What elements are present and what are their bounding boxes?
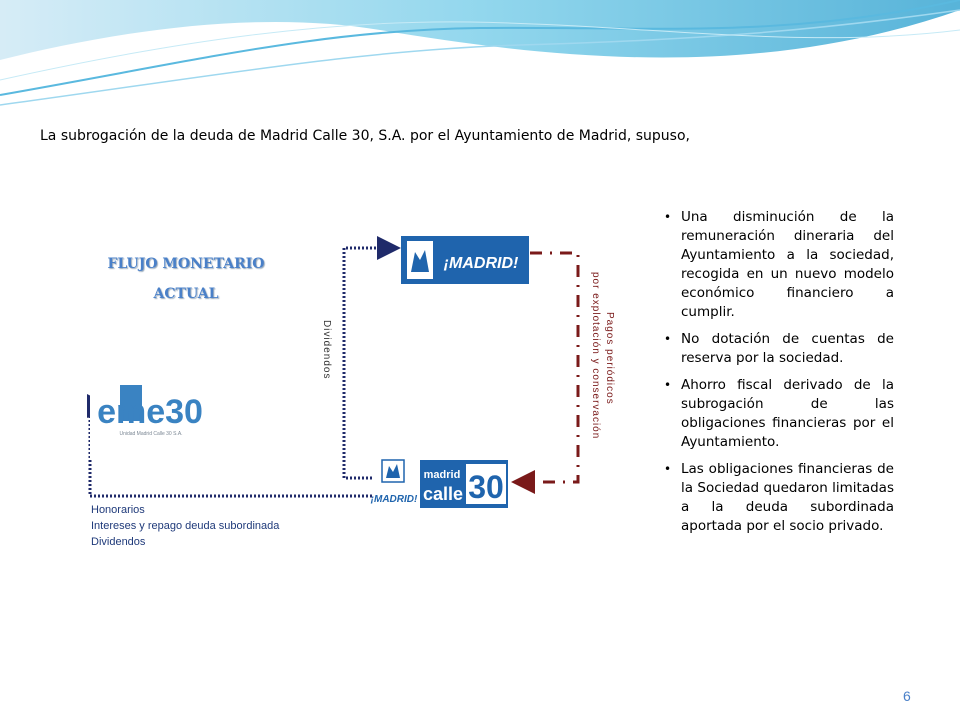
page-number: 6 (903, 688, 911, 704)
svg-text:¡MADRID!: ¡MADRID! (443, 255, 519, 272)
bullet-item: • Una disminución de la remuneración dineraria del Ayuntamiento a la sociedad, recogida en un nuevo modelo económico financiero a cumplir. (664, 208, 894, 322)
bullet-item: • Las obligaciones financieras de la Sociedad quedaron limitadas a la deuda subordinada aportada por el socio privado. (664, 460, 894, 536)
bullet-item: • No dotación de cuentas de reserva por la sociedad. (664, 330, 894, 368)
dividendos-label: Dividendos (321, 320, 332, 380)
pagos-label-line2: por explotación y conservación (590, 272, 601, 440)
dividendos-arrow (344, 248, 395, 478)
svg-text:¡MADRID!: ¡MADRID! (370, 494, 418, 505)
bullet-list (664, 208, 894, 544)
slide-title: La subrogación de la deuda de Madrid Calle 30, S.A. por el Ayuntamiento de Madrid, supuso, (40, 128, 690, 144)
svg-text:eme30: eme30 (97, 393, 203, 431)
madrid-logo (401, 236, 529, 314)
honorarios-legend (91, 502, 279, 550)
flujo-title-line1: FLUJO MONETARIO (107, 256, 265, 272)
flujo-title-line2: ACTUAL (153, 286, 219, 302)
pagos-label-line1: Pagos periódicos (604, 312, 615, 405)
bullet-item: • Ahorro fiscal derivado de la subrogación de las obligaciones financieras por el Ayuntamiento. (664, 376, 894, 452)
svg-text:Unidad Madrid Calle 30 S.A.: Unidad Madrid Calle 30 S.A. (119, 431, 183, 437)
svg-text:30: 30 (468, 469, 504, 505)
svg-text:calle: calle (422, 484, 464, 504)
honorarios-line: Honorarios (91, 504, 145, 516)
eme30-logo (90, 363, 212, 458)
svg-text:madrid: madrid (423, 469, 461, 481)
dividendos-line: Dividendos (91, 536, 146, 548)
intereses-line: Intereses y repago deuda subordinada (91, 520, 280, 532)
madrid-calle30-logo (370, 458, 510, 510)
